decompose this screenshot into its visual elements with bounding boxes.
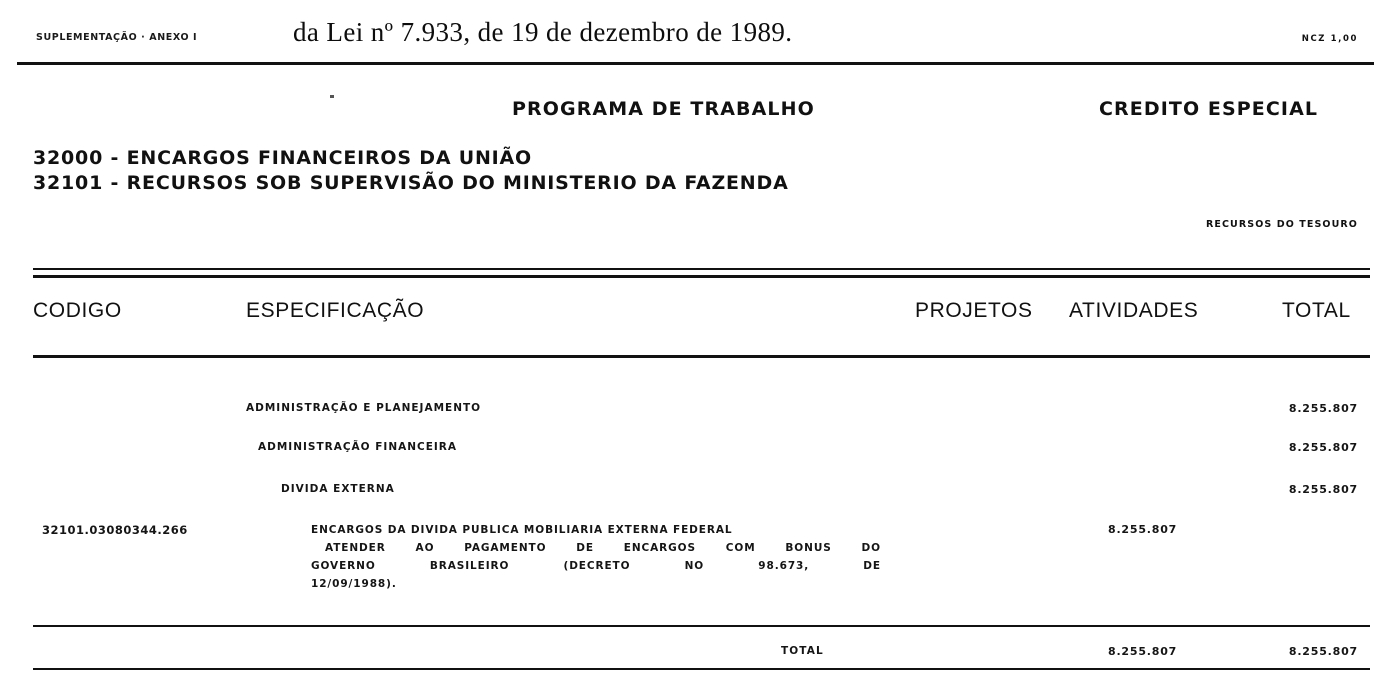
item-desc-line-3: 12/09/1988). [311, 578, 397, 590]
total-row-divider [33, 625, 1370, 627]
column-header-especificacao: ESPECIFICAÇÃO [246, 299, 425, 322]
total-row-atividades: 8.255.807 [1108, 645, 1178, 658]
row-total-amount: 8.255.807 [1288, 441, 1358, 454]
unit-line: 32101 - RECURSOS SOB SUPERVISÃO DO MINISTERIO DA FAZENDA [33, 172, 789, 194]
item-title: ENCARGOS DA DIVIDA PUBLICA MOBILIARIA EXTERNA FEDERAL [311, 524, 733, 536]
table-row: ADMINISTRAÇÃO FINANCEIRA [258, 441, 458, 453]
law-title: da Lei nº 7.933, de 19 de dezembro de 1989. [293, 17, 793, 47]
program-title: PROGRAMA DE TRABALHO [512, 98, 815, 120]
column-header-codigo: CODIGO [33, 299, 122, 322]
supplement-label: SUPLEMENTAÇÃO · ANEXO I [36, 32, 198, 43]
column-header-atividades: ATIVIDADES [1069, 299, 1199, 322]
resource-source-label: RECURSOS DO TESOURO [1205, 219, 1358, 230]
table-row: DIVIDA EXTERNA [281, 483, 395, 495]
organ-line: 32000 - ENCARGOS FINANCEIROS DA UNIÃO [33, 147, 532, 169]
credit-type: CREDITO ESPECIAL [1099, 98, 1319, 120]
total-row-label: TOTAL [781, 645, 824, 657]
currency-label: NCZ 1,00 [1301, 34, 1358, 44]
item-desc-line-1: ATENDER AO PAGAMENTO DE ENCARGOS COM BONUS DO [325, 542, 881, 554]
item-description [311, 521, 881, 593]
item-desc-line-2: GOVERNO BRASILEIRO (DECRETO NO 98.673, DE [311, 560, 881, 572]
row-total-amount: 8.255.807 [1288, 402, 1358, 415]
item-code: 32101.03080344.266 [42, 523, 188, 537]
row-total-amount: 8.255.807 [1288, 483, 1358, 496]
item-atividades-amount: 8.255.807 [1108, 523, 1178, 536]
table-row: ADMINISTRAÇÃO E PLANEJAMENTO [246, 402, 482, 414]
footer-divider [33, 668, 1370, 670]
total-row-total: 8.255.807 [1288, 645, 1358, 658]
column-header-projetos: PROJETOS [915, 299, 1033, 322]
column-header-total: TOTAL [1282, 299, 1351, 322]
